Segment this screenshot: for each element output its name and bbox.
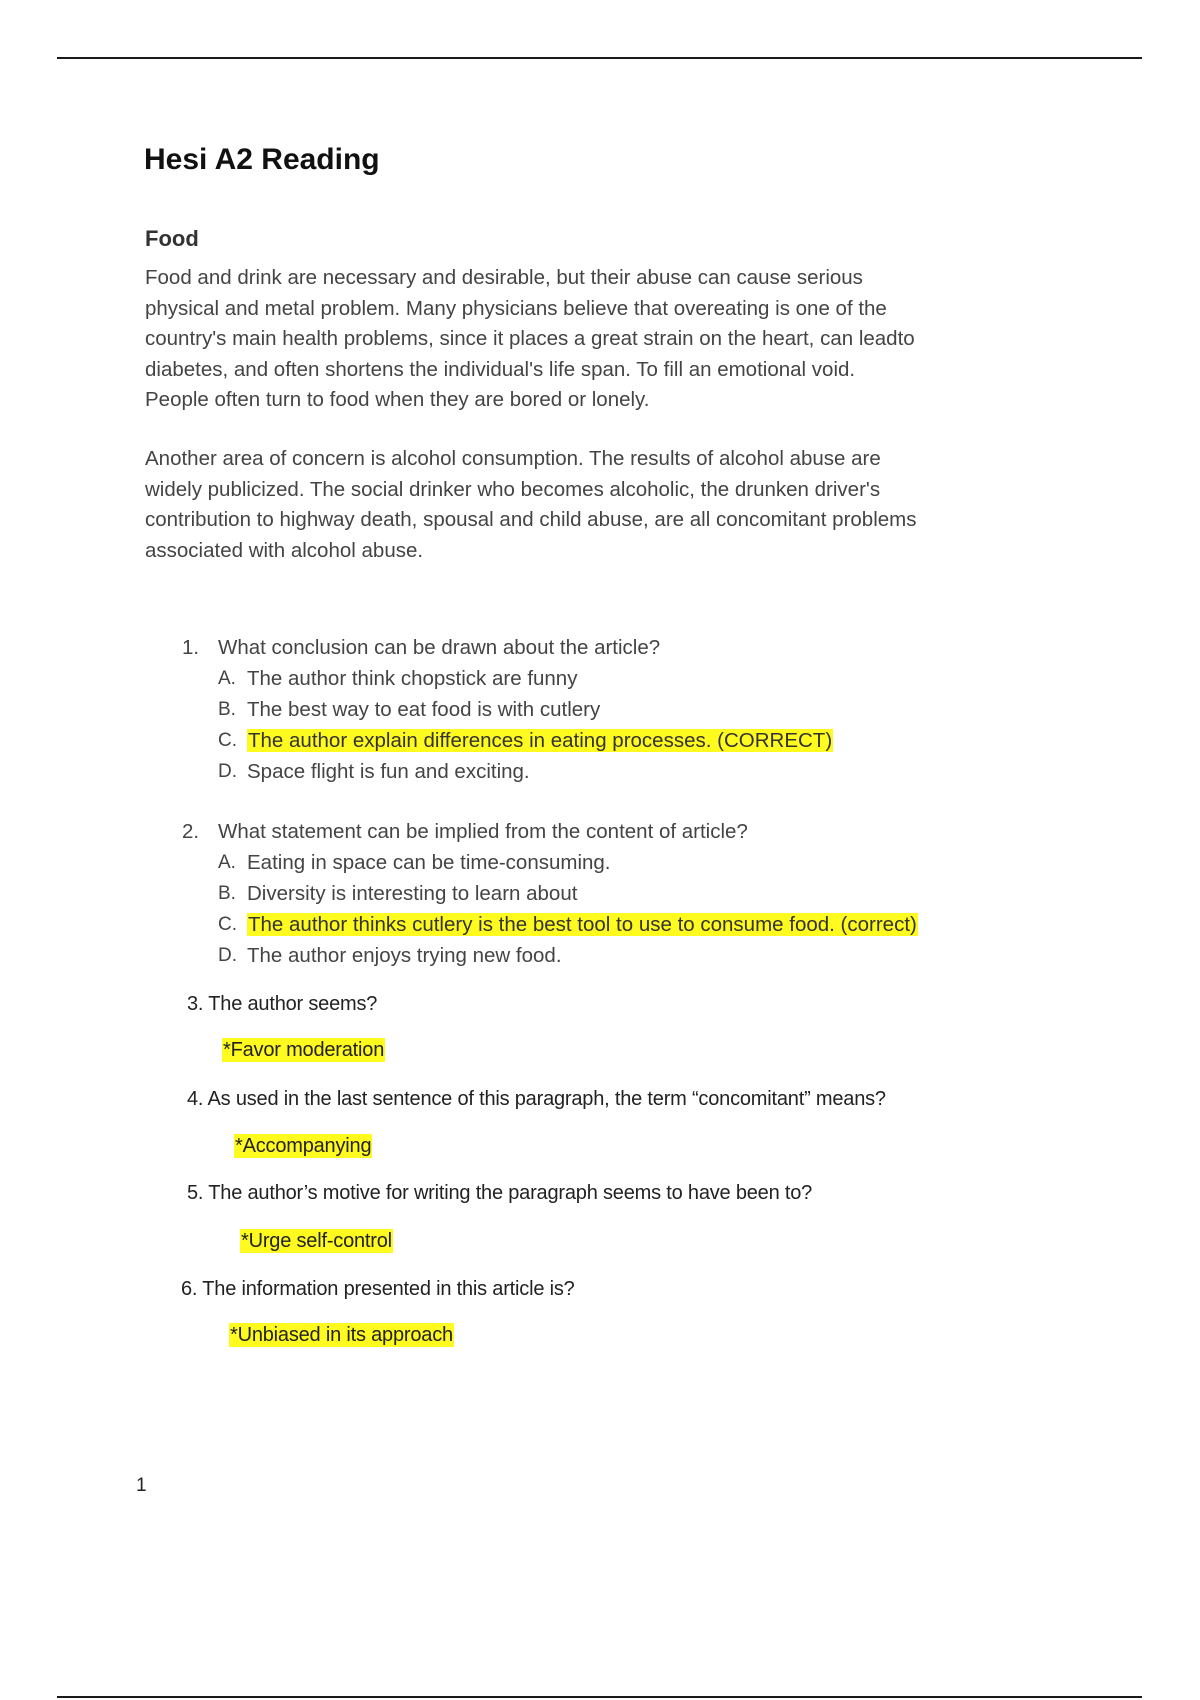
paragraph-line: country's main health problems, since it places a great strain on the heart, can leadto bbox=[145, 327, 915, 350]
paragraph-line: Another area of concern is alcohol consumption. The results of alcohol abuse are bbox=[145, 447, 881, 470]
question-3: 3. The author seems? bbox=[187, 993, 378, 1015]
option-letter: B. bbox=[218, 699, 236, 720]
section-heading: Food bbox=[145, 226, 199, 251]
document-title: Hesi A2 Reading bbox=[144, 143, 380, 176]
page-number: 1 bbox=[136, 1475, 147, 1496]
question-4: 4. As used in the last sentence of this paragraph, the term “concomitant” means? bbox=[187, 1088, 886, 1110]
paragraph-2 bbox=[145, 444, 1080, 566]
answer-4 bbox=[234, 1133, 372, 1159]
option-letter: D. bbox=[218, 945, 237, 966]
option-text: Space flight is fun and exciting. bbox=[247, 760, 530, 783]
top-rule bbox=[57, 57, 1142, 59]
option-letter: D. bbox=[218, 761, 237, 782]
option-letter: B. bbox=[218, 883, 236, 904]
option-text: Diversity is interesting to learn about bbox=[247, 882, 578, 905]
answer-option-b bbox=[182, 694, 1082, 725]
highlighted-answer: *Urge self-control bbox=[241, 1230, 392, 1252]
answer-option-c bbox=[182, 725, 1082, 756]
question-number: 2. bbox=[182, 820, 200, 843]
paragraph-line: widely publicized. The social drinker who becomes alcoholic, the drunken driver's bbox=[145, 477, 881, 501]
question-text: What statement can be implied from the content of article? bbox=[218, 820, 748, 843]
answer-3 bbox=[222, 1037, 385, 1063]
answer-option-c bbox=[182, 909, 1082, 940]
answer-option-d bbox=[182, 756, 1082, 787]
question-5: 5. The author’s motive for writing the paragraph seems to have been to? bbox=[187, 1182, 813, 1204]
highlighted-correct-answer: The author thinks cutlery is the best tool to use to consume food. (correct) bbox=[248, 913, 917, 936]
option-text: The author think chopstick are funny bbox=[247, 667, 578, 690]
question-number: 1. bbox=[182, 636, 200, 659]
option-letter: C. bbox=[218, 730, 237, 751]
highlighted-answer: *Unbiased in its approach bbox=[230, 1324, 453, 1346]
paragraph-line: diabetes, and often shortens the individual's life span. To fill an emotional void. bbox=[145, 357, 856, 381]
answer-option-d bbox=[182, 940, 1082, 971]
option-text: Eating in space can be time-consuming. bbox=[247, 851, 611, 874]
question-1 bbox=[182, 633, 1082, 787]
paragraph-line: associated with alcohol abuse. bbox=[145, 538, 424, 562]
highlighted-answer: *Accompanying bbox=[235, 1135, 372, 1157]
option-letter: A. bbox=[218, 852, 236, 873]
option-text: The best way to eat food is with cutlery bbox=[247, 698, 601, 721]
option-letter: A. bbox=[218, 668, 236, 689]
paragraph-1 bbox=[145, 263, 1080, 416]
paragraph-line: physical and metal problem. Many physicians believe that overeating is one of the bbox=[145, 296, 887, 320]
answer-5 bbox=[240, 1228, 393, 1254]
highlighted-answer: *Favor moderation bbox=[223, 1039, 385, 1061]
question-text: What conclusion can be drawn about the article? bbox=[218, 636, 661, 659]
answer-option-a bbox=[182, 847, 1082, 878]
option-letter: C. bbox=[218, 914, 237, 935]
question-6: 6. The information presented in this article is? bbox=[181, 1278, 575, 1300]
bottom-rule bbox=[57, 1696, 1142, 1698]
option-text: The author enjoys trying new food. bbox=[247, 944, 562, 967]
paragraph-line: People often turn to food when they are bored or lonely. bbox=[145, 388, 650, 411]
paragraph-line: contribution to highway death, spousal and child abuse, are all concomitant problems bbox=[145, 508, 917, 531]
answer-6 bbox=[229, 1322, 454, 1348]
question-stem bbox=[182, 817, 1082, 847]
answer-option-a bbox=[182, 663, 1082, 694]
question-stem bbox=[182, 633, 1082, 663]
question-2 bbox=[182, 817, 1082, 971]
answer-option-b bbox=[182, 878, 1082, 909]
paragraph-line: Food and drink are necessary and desirable, but their abuse can cause serious bbox=[145, 266, 863, 289]
highlighted-correct-answer: The author explain differences in eating processes. (CORRECT) bbox=[248, 729, 833, 752]
